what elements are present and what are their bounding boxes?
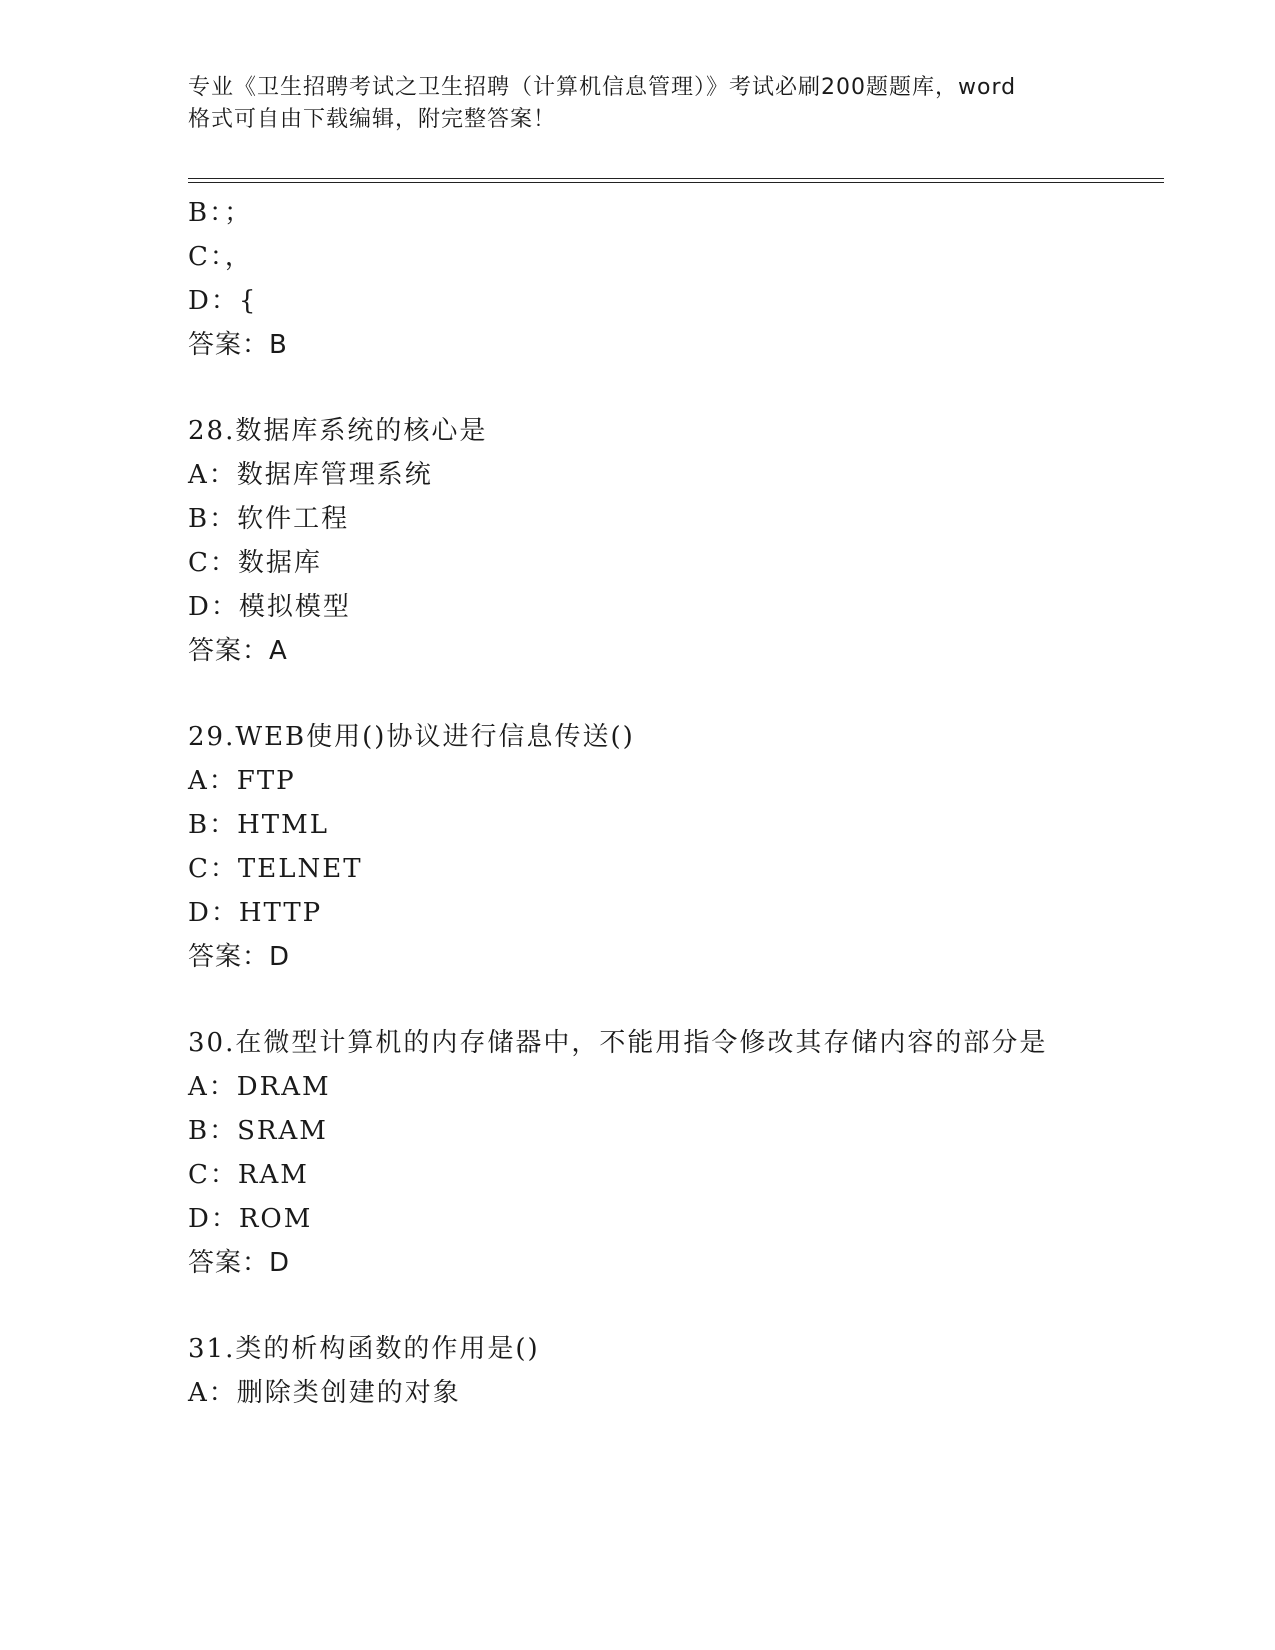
- option-d: D：{: [188, 286, 258, 316]
- question-31-option-a: A：删除类创建的对象: [188, 1378, 461, 1408]
- answer-line: 答案：B: [188, 330, 288, 360]
- header-divider-top: [188, 178, 1164, 179]
- question-29-text: 29.WEB使用()协议进行信息传送(): [188, 722, 635, 752]
- question-30-option-a: A：DRAM: [188, 1072, 331, 1102]
- question-28-option-c: C：数据库: [188, 548, 322, 578]
- question-31-text: 31.类的析构函数的作用是(): [188, 1334, 540, 1364]
- document-header: [188, 72, 1088, 136]
- question-30-option-c: C：RAM: [188, 1160, 309, 1190]
- question-28-option-b: B：软件工程: [188, 504, 350, 534]
- question-29-option-b: B：HTML: [188, 810, 330, 840]
- question-29-option-c: C：TELNET: [188, 854, 363, 884]
- question-28-answer: 答案：A: [188, 636, 288, 666]
- question-29-option-d: D：HTTP: [188, 898, 323, 928]
- header-line-1: 专业《卫生招聘考试之卫生招聘（计算机信息管理）》考试必刷200题题库，word: [188, 75, 1017, 100]
- question-28-option-a: A：数据库管理系统: [188, 460, 433, 490]
- option-c: C：，: [188, 242, 253, 272]
- header-line-2: 格式可自由下载编辑，附完整答案！: [188, 107, 557, 132]
- question-30-option-b: B：SRAM: [188, 1116, 328, 1146]
- question-28-text: 28.数据库系统的核心是: [188, 416, 488, 446]
- header-divider-bottom: [188, 182, 1164, 183]
- question-29-option-a: A：FTP: [188, 766, 296, 796]
- question-30-text: 30.在微型计算机的内存储器中，不能用指令修改其存储内容的部分是: [188, 1028, 1048, 1058]
- option-b: B：；: [188, 198, 253, 228]
- question-29-answer: 答案：D: [188, 942, 291, 972]
- question-30-option-d: D：ROM: [188, 1204, 313, 1234]
- question-30-answer: 答案：D: [188, 1248, 291, 1278]
- question-28-option-d: D：模拟模型: [188, 592, 351, 622]
